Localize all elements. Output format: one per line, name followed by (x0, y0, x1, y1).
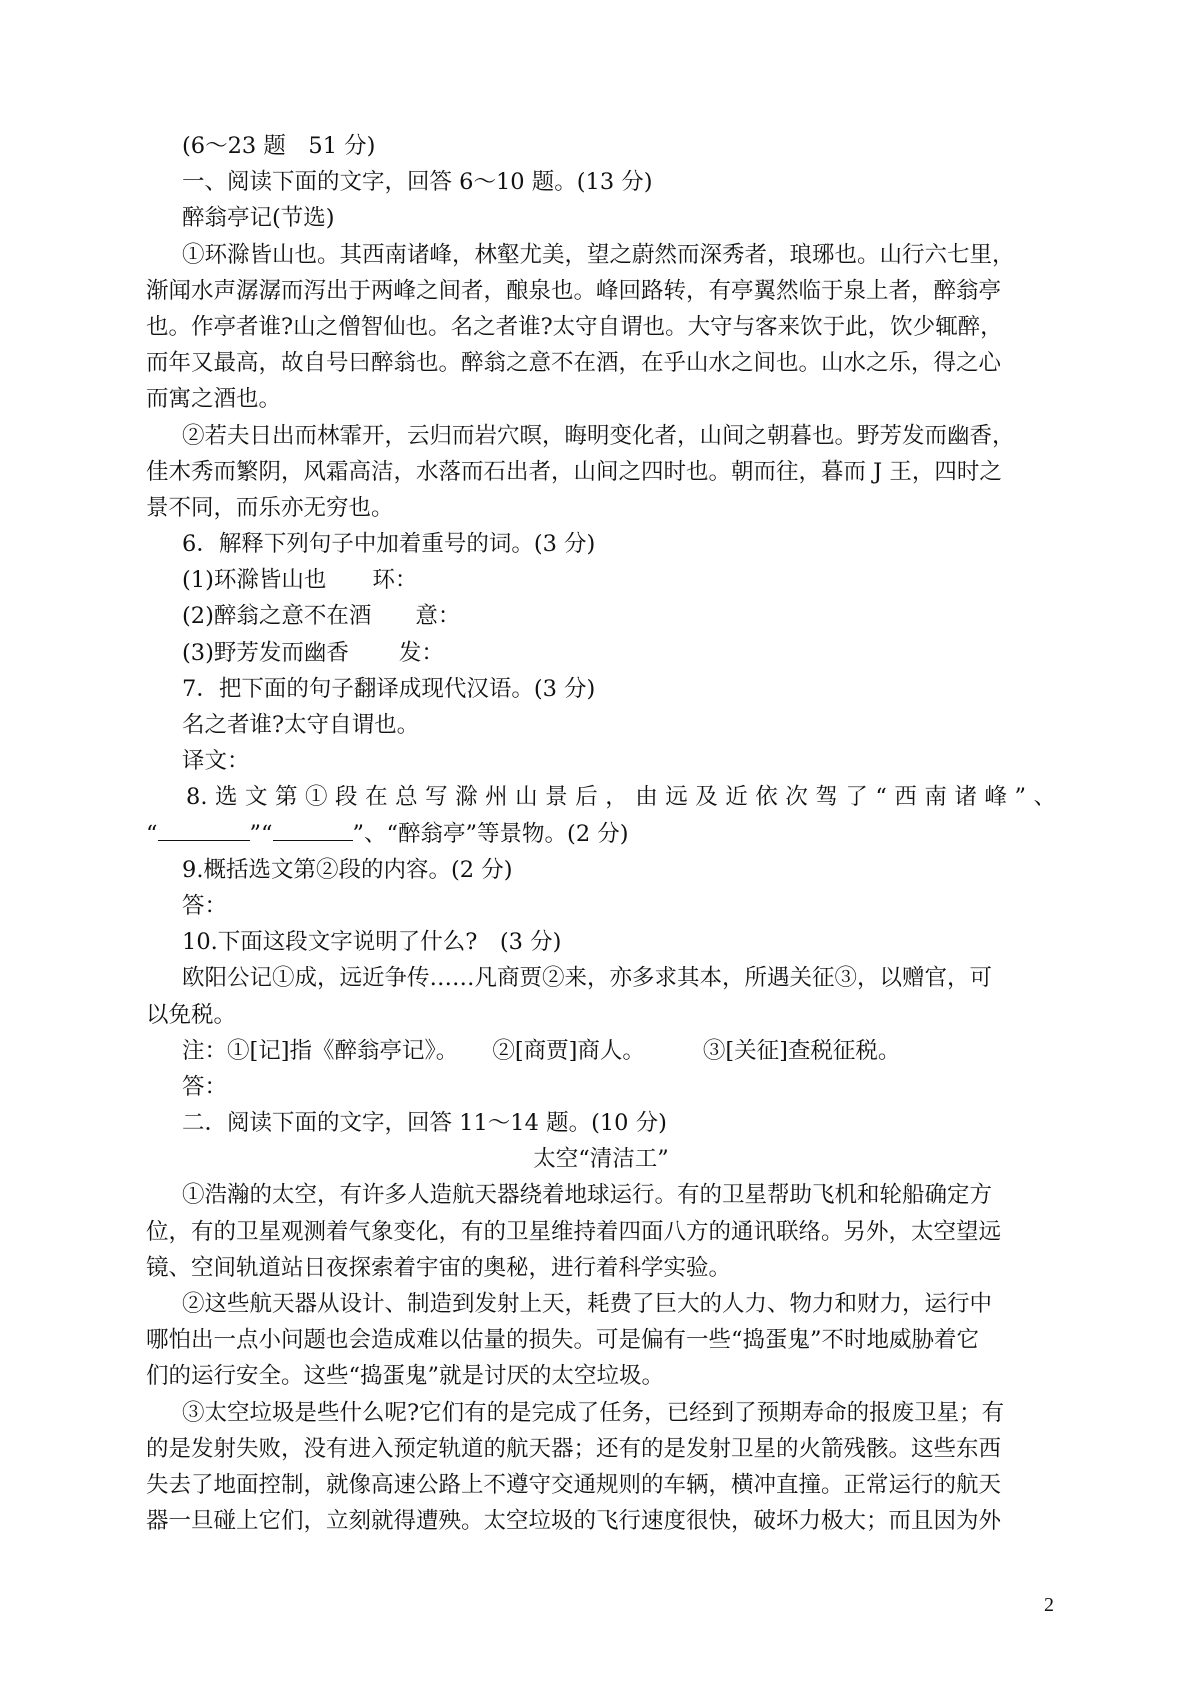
fill-blank[interactable] (158, 822, 250, 841)
q7-answer-label: 译文： (182, 748, 250, 775)
text-line: 欧阳公记①成，远近争传……凡商贾②来，亦多求其本，所遇关征③，以赠官，可 (182, 965, 993, 992)
section2-title: 太空“清洁工” (533, 1146, 669, 1173)
q6-item (146, 598, 1056, 634)
section2-instruction: 二．阅读下面的文字，回答 11～14 题。(10 分) (182, 1110, 667, 1137)
text-line: ③太空垃圾是些什么呢?它们有的是完成了任务，已经到了预期寿命的报废卫星；有 (182, 1399, 1005, 1426)
text-line: 哪怕出一点小问题也会造成难以估量的损失。可是偏有一些“捣蛋鬼”不时地威胁着它 (146, 1327, 980, 1354)
text-line: 而年又最高，故自号曰醉翁也。醉翁之意不在酒，在乎山水之间也。山水之乐，得之心 (146, 350, 1002, 377)
section1-title: 醉翁亭记(节选) (182, 205, 335, 232)
note-1: 注：①[记]指《醉翁亭记》。 (182, 1037, 459, 1064)
section1-instruction: 一、阅读下面的文字，回答 6～10 题。(13 分) (182, 169, 653, 196)
q6-sentence: (2)醉翁之意不在酒 (182, 603, 372, 630)
q6-item (146, 635, 1056, 671)
question-10: 10.下面这段文字说明了什么? (3 分) (182, 929, 562, 956)
note-2: ②[商贾]商人。 (492, 1037, 645, 1064)
text-line: 位，有的卫星观测着气象变化，有的卫星维持着四面八方的通讯联络。另外，太空望远 (146, 1218, 1002, 1245)
text-line: ②这些航天器从设计、制造到发射上天，耗费了巨大的人力、物力和财力，运行中 (182, 1291, 993, 1317)
text-line: 景不同，而乐亦无穷也。 (146, 494, 394, 521)
q10-note (146, 1033, 1056, 1069)
text-line: 的是发射失败，没有进入预定轨道的航天器；还有的是发射卫星的火箭残骸。这些东西 (146, 1435, 1002, 1462)
q10-answer-label: 答： (182, 1073, 228, 1100)
note-3: ③[关征]查税征税。 (702, 1037, 901, 1064)
text-line: 渐闻水声潺潺而泻出于两峰之间者，酿泉也。峰回路转，有亭翼然临于泉上者，醉翁亭 (146, 277, 1002, 304)
question-6: 6．解释下列句子中加着重号的词。(3 分) (182, 531, 596, 558)
fill-blank[interactable] (273, 822, 353, 841)
question-8: 8.选文第①段在总写滁州山景后，由远及近依次驾了“西南诸峰”、 (186, 784, 1056, 811)
question-7: 7．把下面的句子翻译成现代汉语。(3 分) (182, 675, 596, 702)
q6-sentence: (1)环滁皆山也 (182, 567, 327, 594)
text-line: ①环滁皆山也。其西南诸峰，林壑尤美，望之蔚然而深秀者，琅琊也。山行六七里， (182, 241, 1015, 268)
q6-word: 意： (415, 603, 461, 630)
text-line: 佳木秀而繁阴，风霜高洁，水落而石出者，山间之四时也。朝而往，暮而 J 王，四时之 (146, 458, 1002, 485)
text-line: 也。作亭者谁?山之僧智仙也。名之者谁?太守自谓也。大守与客来饮于此，饮少辄醉， (146, 313, 1003, 340)
text-line: ②若夫日出而林霏开，云归而岩穴暝，晦明变化者，山间之朝暮也。野芳发而幽香， (182, 422, 1015, 449)
q9-answer-label: 答： (182, 892, 228, 919)
q7-sentence: 名之者谁?太守自谓也。 (182, 712, 420, 738)
q6-item (146, 562, 1056, 598)
text-line: 失去了地面控制，就像高速公路上不遵守交通规则的车辆，横冲直撞。正常运行的航天 (146, 1471, 1002, 1498)
q6-sentence: (3)野芳发而幽香 (182, 639, 349, 666)
text-line: 器一旦碰上它们，立刻就得遭殃。太空垃圾的飞行速度很快，破坏力极大；而且因为外 (146, 1508, 1002, 1535)
question-9: 9.概括选文第②段的内容。(2 分) (182, 856, 513, 883)
section-header: (6～23 题 51 分) (182, 133, 376, 159)
text-line: 以免税。 (146, 1001, 237, 1028)
page-number: 2 (1044, 1594, 1054, 1616)
text-line: 镜、空间轨道站日夜探索着宇宙的奥秘，进行着科学实验。 (146, 1254, 732, 1281)
q6-word: 环： (372, 567, 418, 594)
q6-word: 发： (398, 639, 444, 666)
text-line: ①浩瀚的太空，有许多人造航天器绕着地球运行。有的卫星帮助飞机和轮船确定方 (182, 1182, 993, 1209)
question-8-continued: “ ”“ ”、“醉翁亭”等景物。(2 分) (146, 820, 629, 847)
text-line: 而寓之酒也。 (146, 386, 282, 413)
text-line: 们的运行安全。这些“捣蛋鬼”就是讨厌的太空垃圾。 (146, 1363, 665, 1390)
page-content (146, 128, 1056, 1539)
